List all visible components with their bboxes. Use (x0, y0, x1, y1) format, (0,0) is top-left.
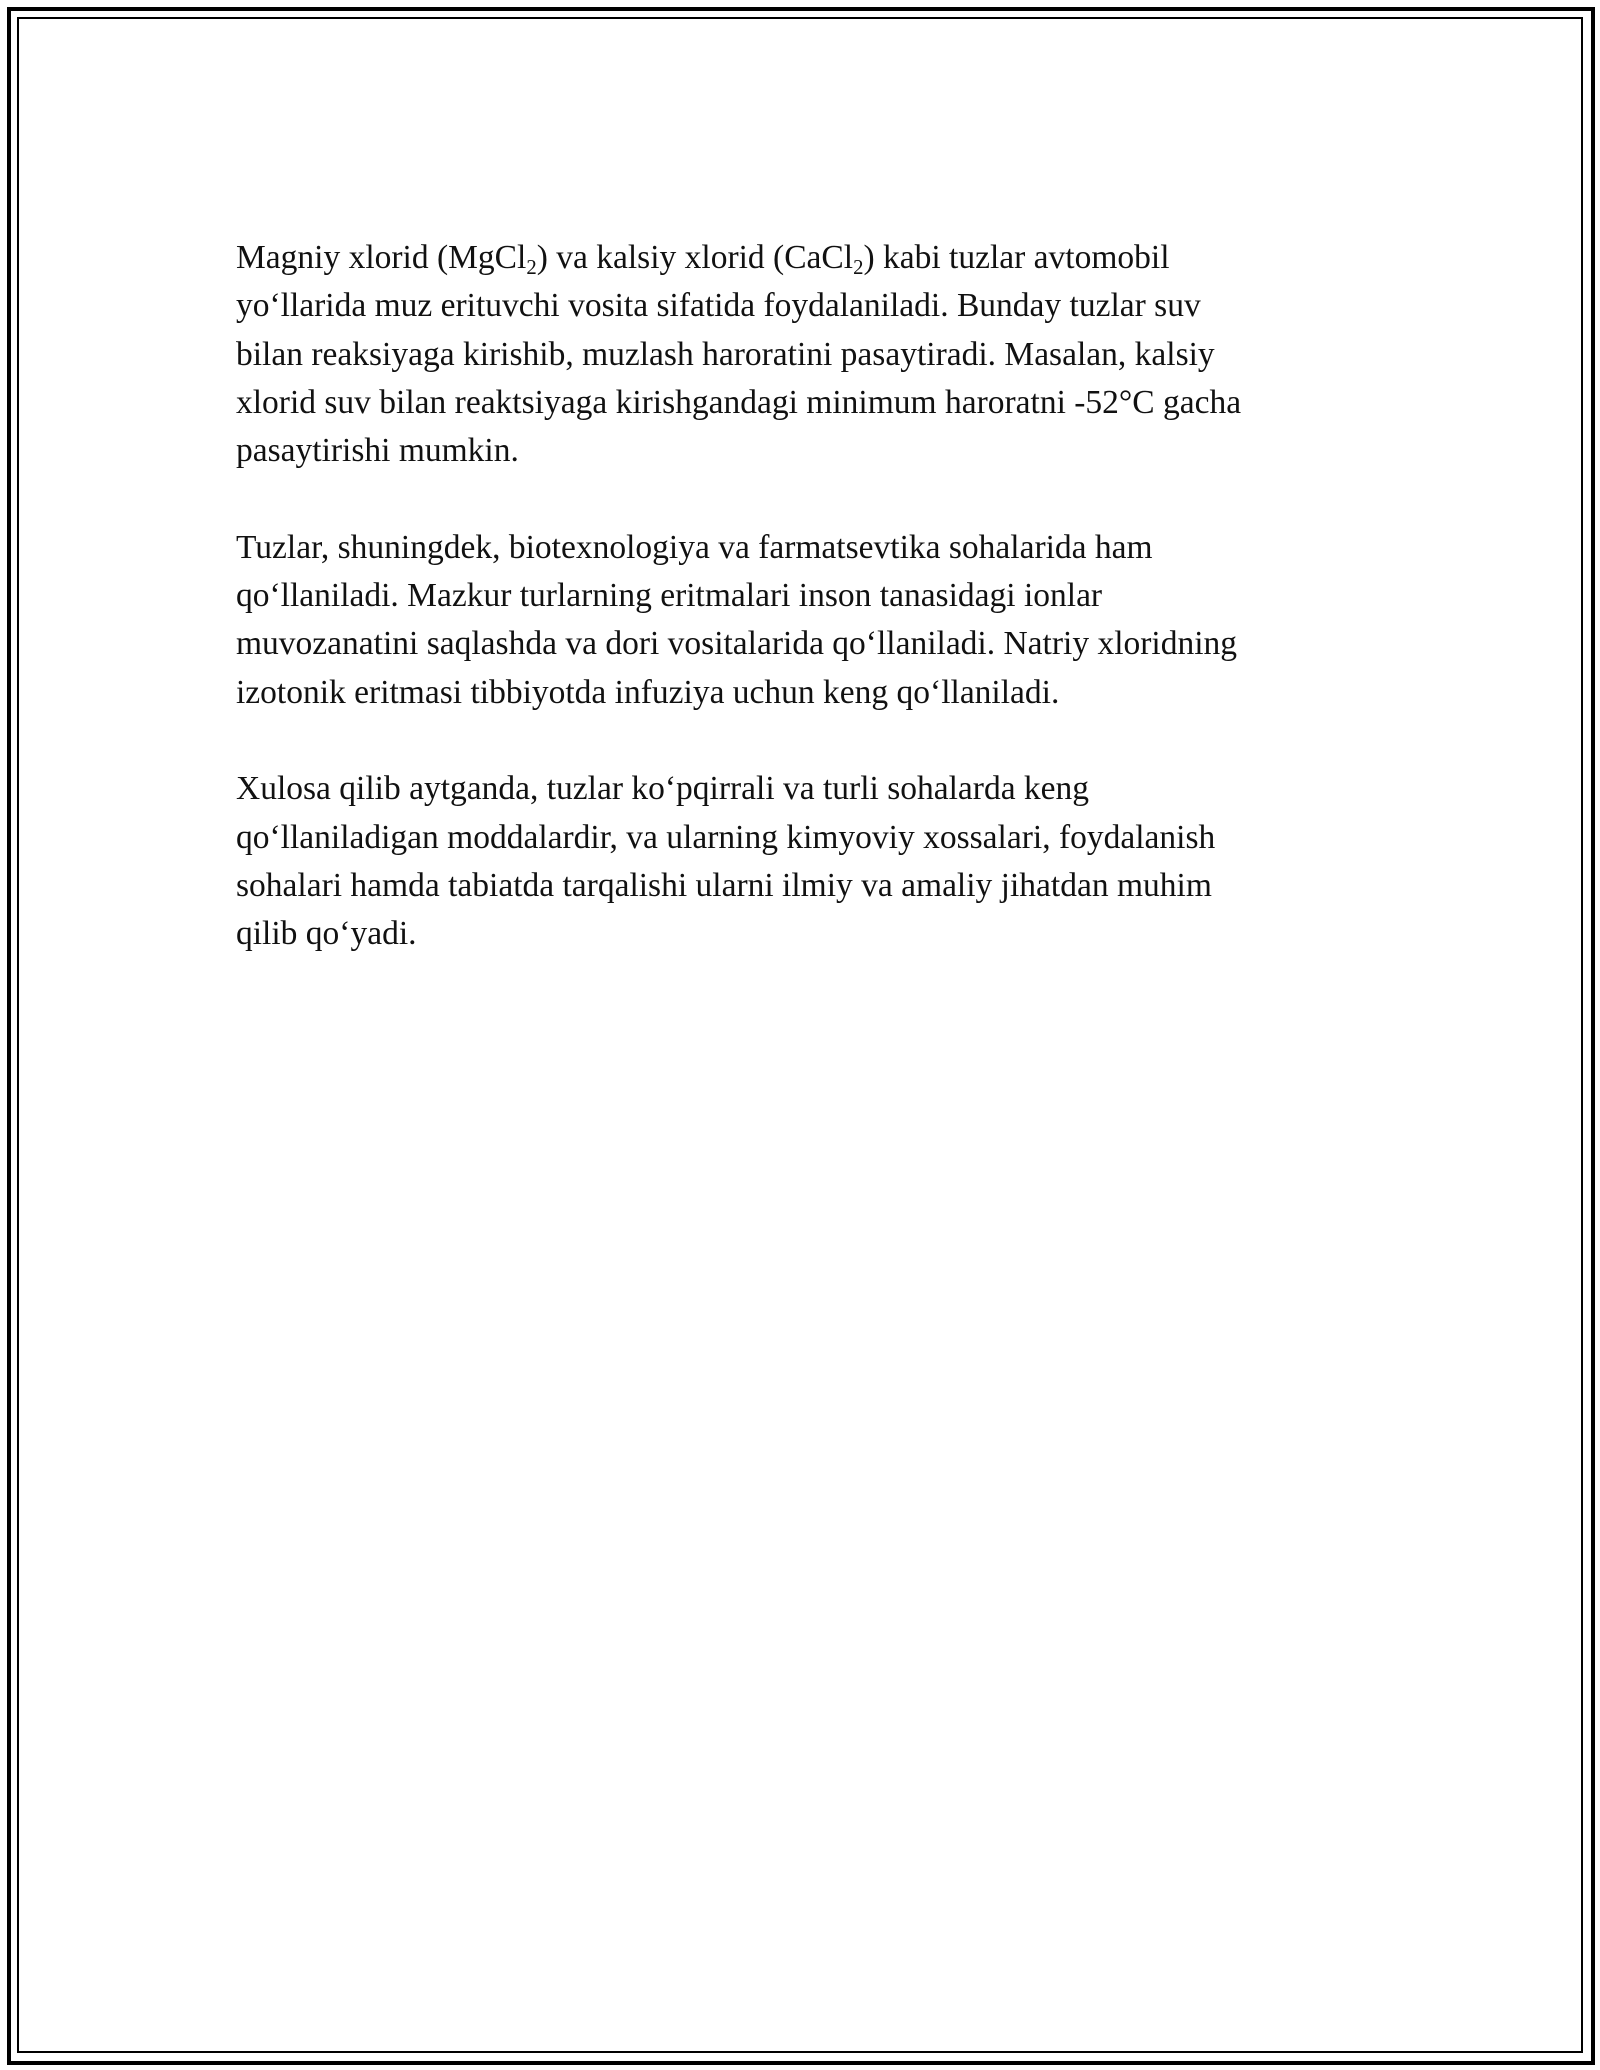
text-line: muvozanatini saqlashda va dori vositalarida qo‘llaniladi. Natriy xloridning (236, 625, 1238, 663)
paragraph-road-salts (236, 234, 1356, 475)
paragraph-conclusion (236, 765, 1356, 958)
text-line: yo‘llarida muz erituvchi vosita sifatida foydalaniladi. Bunday tuzlar suv (236, 287, 1201, 325)
text-line: Tuzlar, shuningdek, biotexnologiya va farmatsevtika sohalarida ham (236, 528, 1153, 566)
subscript: 2 (853, 255, 864, 279)
text-line: izotonik eritmasi tibbiyotda infuziya uchun keng qo‘llaniladi. (236, 673, 1060, 711)
text-line: Xulosa qilib aytganda, tuzlar ko‘pqirrali va turli sohalarda keng (236, 770, 1090, 808)
text-line: qo‘llaniladi. Mazkur turlarning eritmalari inson tanasidagi ionlar (236, 577, 1103, 615)
subscript: 2 (526, 255, 537, 279)
text-line: qo‘llaniladigan moddalardir, va ularning kimyoviy xossalari, foydalanish (236, 818, 1216, 856)
text-run: ) kabi tuzlar avtomobil (863, 239, 1170, 276)
text-line: xlorid suv bilan reaktsiyaga kirishgandagi minimum haroratni -52°C gacha (236, 383, 1242, 421)
text-line: bilan reaksiyaga kirishib, muzlash haroratini pasaytiradi. Masalan, kalsiy (236, 335, 1215, 373)
text-run: Magniy xlorid (MgCl (236, 239, 527, 276)
text-line: qilib qo‘yadi. (236, 915, 417, 953)
text-line: pasaytirishi mumkin. (236, 432, 519, 470)
document-body (236, 234, 1356, 1007)
paragraph-biotech-pharma (236, 524, 1356, 717)
text-line (236, 239, 1170, 279)
text-line: sohalari hamda tabiatda tarqalishi ularni ilmiy va amaliy jihatdan muhim (236, 866, 1212, 904)
text-run: ) va kalsiy xlorid (CaCl (536, 239, 854, 276)
